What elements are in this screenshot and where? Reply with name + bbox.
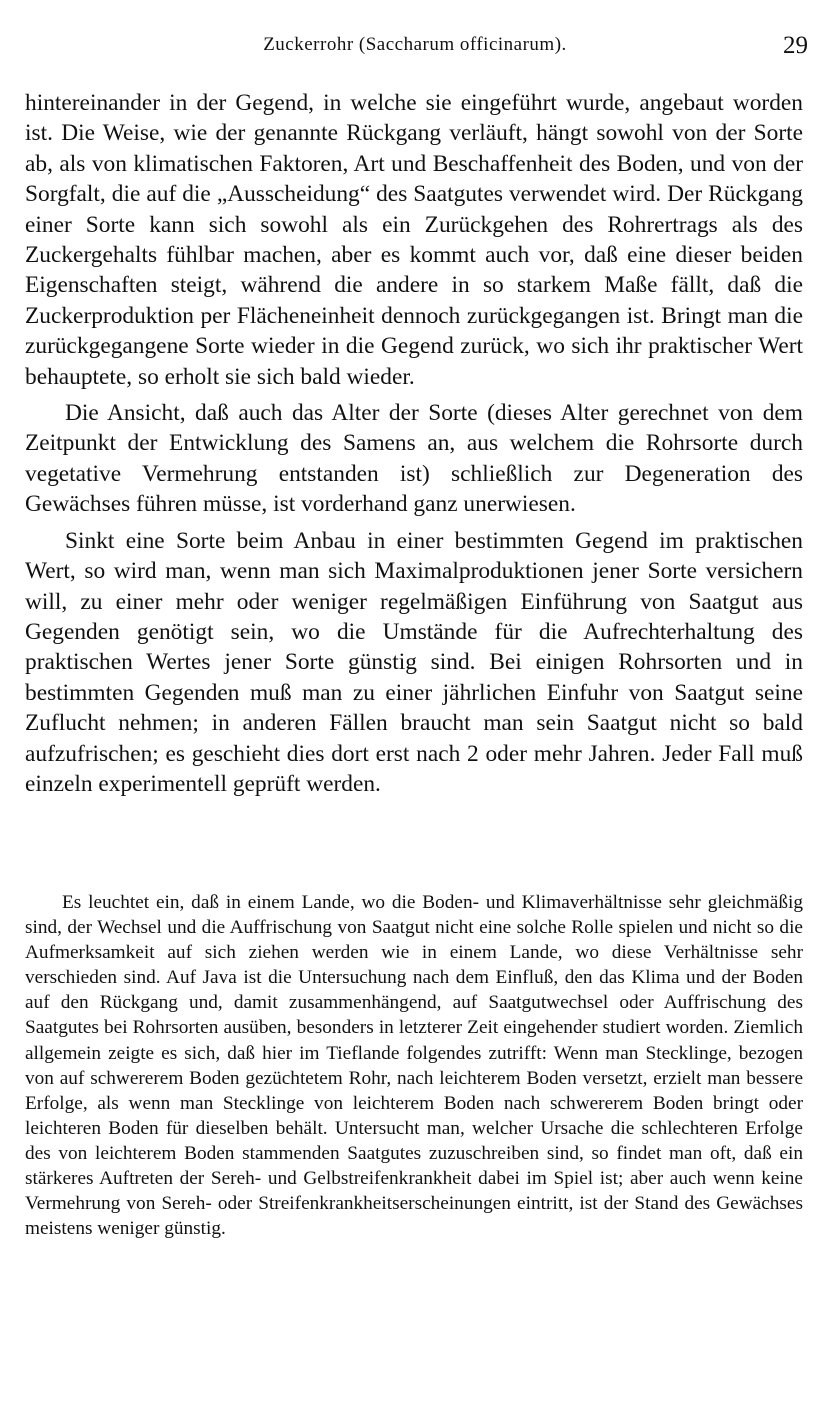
paragraph-continuation: hintereinander in der Gegend, in welche sie eingeführt wurde, angebaut worden ist. Die Weise, wie der genannte Rückgang verläuft, hängt sowohl von der Sorte ab, als von klimatischen Faktoren, Art und Beschaffenheit des Boden, und von der Sorgfalt, die auf die „Ausscheidung“ des Saatgutes verwendet wird. Der Rückgang einer Sorte kann sich sowohl als ein Zurückgehen des Rohrertrags als des Zuckergehalts fühlbar machen, aber es kommt auch vor, daß eine dieser beiden Eigenschaften steigt, während die andere in so starkem Maße fällt, daß die Zuckerproduktion per Flächeneinheit dennoch zurückgegangen ist. Bringt man die zurückgegangene Sorte wieder in die Gegend zurück, wo sich ihr praktischer Wert behauptete, so erholt sie sich bald wieder. <box>25 90 803 390</box>
page-header <box>0 34 830 62</box>
paragraph-degeneration: Die Ansicht, daß auch das Alter der Sorte (dieses Alter gerechnet von dem Zeitpunkt der Entwicklung des Samens an, aus welchem die Rohrsorte durch vegetative Vermehrung entstanden ist) schließlich zur Degeneration des Gewächses führen müsse, ist vorderhand ganz unerwiesen. <box>25 400 803 518</box>
paragraph-java-study: Es leuchtet ein, daß in einem Lande, wo die Boden- und Klimaverhältnisse sehr gleichmäßig sind, der Wechsel und die Auffrischung von Saatgut nicht eine solche Rolle spielen und nicht so die Aufmerksamkeit auf sich ziehen werden wie in einem Lande, wo diese Verhältnisse sehr verschieden sind. Auf Java ist die Untersuchung nach dem Einfluß, den das Klima und der Boden auf den Rückgang und, damit zusammenhängend, auf Saatgutwechsel oder Auffrischung des Saatgutes bei Rohrsorten ausüben, besonders in letzterer Zeit eingehender studiert worden. Ziemlich allgemein zeigte es sich, daß hier im Tieflande folgendes zutrifft: Wenn man Stecklinge, bezogen von auf schwererem Boden gezüchtetem Rohr, nach leichterem Boden versetzt, erzielt man bessere Erfolge, als wenn man Stecklinge von leichterem Boden nach schwererem Boden bringt oder leichteren Boden für dieselben behält. Untersucht man, welcher Ursache die schlechteren Erfolge des von leichterem Boden stammenden Saatgutes zuzuschreiben sind, so findet man oft, daß ein stärkeres Auftreten der Sereh- und Gelbstreifenkrankheit dabei im Spiel ist; aber auch wenn keine Vermehrung von Sereh- oder Streifenkrankheitserscheinungen eintritt, ist der Stand des Gewächses meistens weniger günstig. <box>25 892 803 1240</box>
small-print-note <box>25 890 803 1241</box>
main-text <box>25 88 803 799</box>
paragraph-seed-import: Sinkt eine Sorte beim Anbau in einer bestimmten Gegend im praktischen Wert, so wird man, wenn man sich Maximalproduktionen jener Sorte versichern will, zu einer mehr oder weniger regelmäßigen Einführung von Saatgut aus Gegenden genötigt sein, wo die Umstände für die Aufrechterhaltung des praktischen Wertes jener Sorte günstig sind. Bei einigen Rohrsorten und in bestimmten Gegenden muß man zu einer jährlichen Einfuhr von Saatgut seine Zuflucht nehmen; in anderen Fällen braucht man sein Saatgut nicht so bald aufzufrischen; es geschieht dies dort erst nach 2 oder mehr Jahren. Jeder Fall muß einzeln experimentell geprüft werden. <box>25 527 803 797</box>
running-title: Zuckerrohr (Saccharum officinarum). <box>263 34 567 55</box>
page-number: 29 <box>783 32 808 59</box>
